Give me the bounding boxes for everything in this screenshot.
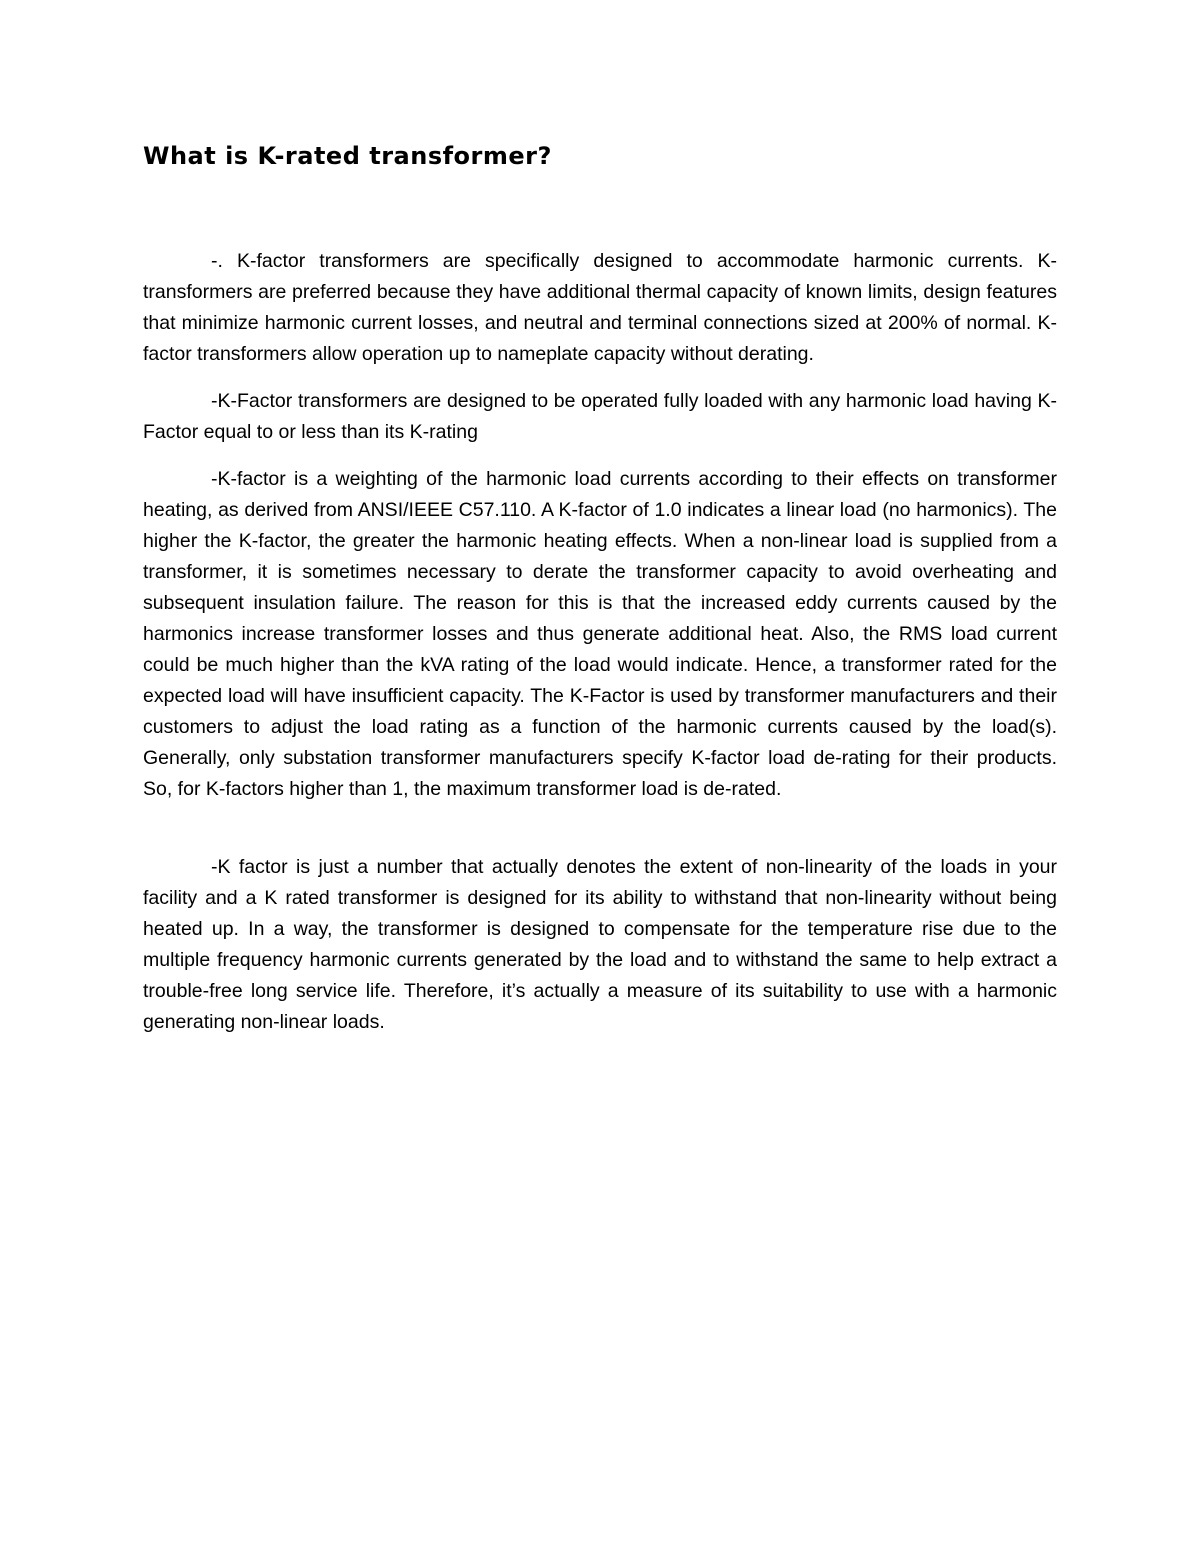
document-title: What is K-rated transformer? [143, 142, 552, 170]
paragraph-k-factor-weighting: -K-factor is a weighting of the harmonic load currents according to their effects on transformer heating, as derived from ANSI/IEEE C57.110. A K-factor of 1.0 indicates a linear load (no harmonics). The higher the K-factor, the greater the harmonic heating effects. When a non-linear load is supplied from a transformer, it is sometimes necessary to derate the transformer capacity to avoid overheating and subsequent insulation failure. The reason for this is that the increased eddy currents caused by the harmonics increase transformer losses and thus generate additional heat. Also, the RMS load current could be much higher than the kVA rating of the load would indicate. Hence, a transformer rated for the expected load will have insufficient capacity. The K-Factor is used by transformer manufacturers and their customers to adjust the load rating as a function of the harmonic currents caused by the load(s). Generally, only substation transformer manufacturers specify K-factor load de-rating for their products. So, for K-factors higher than 1, the maximum transformer load is de-rated. [143, 468, 1057, 800]
paragraph-k-factor-overview: -. K-factor transformers are specifically designed to accommodate harmonic currents. K-transformers are preferred because they have additional thermal capacity of known limits, design features that minimize harmonic current losses, and neutral and terminal connections sized at 200% of normal. K-factor transformers allow operation up to nameplate capacity without derating. [143, 250, 1057, 365]
paragraph-non-linearity-measure: -K factor is just a number that actually denotes the extent of non-linearity of the loads in your facility and a K rated transformer is designed for its ability to withstand that non-linearity without being heated up. In a way, the transformer is designed to compensate for the temperature rise due to the multiple frequency harmonic currents generated by the load and to withstand the same to help extract a trouble-free long service life. Therefore, it’s actually a measure of its suitability to use with a harmonic generating non-linear loads. [143, 856, 1057, 1033]
document-body [143, 246, 1057, 1038]
paragraph-full-load-operation: -K-Factor transformers are designed to be operated fully loaded with any harmonic load having K-Factor equal to or less than its K-rating [143, 390, 1057, 443]
